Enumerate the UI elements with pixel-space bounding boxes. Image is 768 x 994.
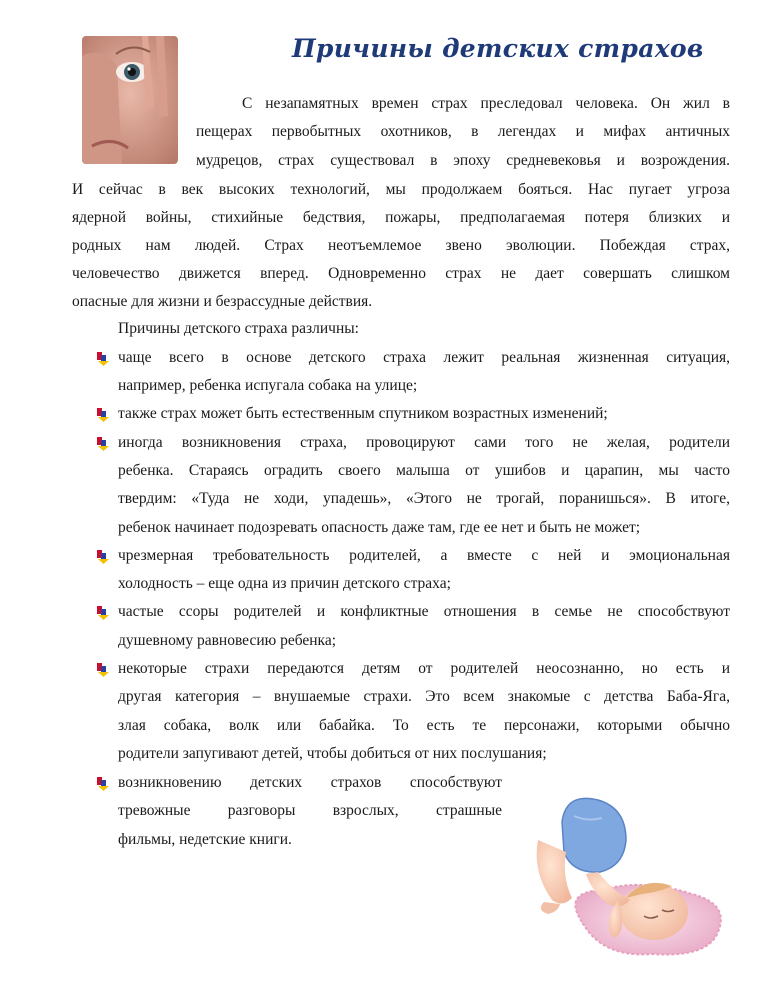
bullet-arrow-icon xyxy=(96,776,111,791)
bullet-text: чрезмерная требовательность родителей, а вместе с ней и эмоциональная xyxy=(118,547,730,564)
bullet-text: иногда возникновения страха, провоцируют сами того не желая, родители xyxy=(118,434,730,451)
bullet-arrow-icon xyxy=(96,436,111,451)
bullet-arrow-icon xyxy=(96,351,111,366)
intro-line: человечество движется вперед. Одновременно страх не дает совершать слишком xyxy=(72,265,730,282)
bullet-text: фильмы, недетские книги. xyxy=(118,831,292,848)
bullet-arrow-icon xyxy=(96,605,111,620)
intro-line: И сейчас в век высоких технологий, мы продолжаем бояться. Нас пугает угроза xyxy=(72,181,730,198)
bullet-text: душевному равновесию ребенка; xyxy=(118,632,337,649)
bullet-text: тревожные разговоры взрослых, страшные xyxy=(118,802,502,819)
sleeping-baby-illustration xyxy=(522,782,734,962)
intro-line: С незапамятных времен страх преследовал человека. Он жил в xyxy=(242,95,730,112)
bullet-text: например, ребенка испугала собака на улице; xyxy=(118,377,418,394)
bullet-text: злая собака, волк или бабайка. То есть те персонажи, которыми обычно xyxy=(118,717,730,734)
bullet-text: ребенок начинает подозревать опасность даже там, где ее нет и быть не может; xyxy=(118,519,641,536)
bullet-text: возникновению детских страхов способствуют xyxy=(118,774,502,791)
bullet-text: также страх может быть естественным спутником возрастных изменений; xyxy=(118,405,608,422)
bullet-arrow-icon xyxy=(96,407,111,422)
bullet-text: ребенка. Стараясь оградить своего малыша от ушибов и царапин, мы часто xyxy=(118,462,730,479)
page-title: Причины детских страхов xyxy=(292,34,704,63)
bullet-text: частые ссоры родителей и конфликтные отношения в семье не способствуют xyxy=(118,603,730,620)
intro-line: опасные для жизни и безрассудные действия. xyxy=(72,293,373,310)
intro-line: ядерной войны, стихийные бедствия, пожары, предполагаемая потеря близких и xyxy=(72,209,730,226)
bullet-text: другая категория – внушаемые страхи. Это всем знакомые с детства Баба-Яга, xyxy=(118,688,730,705)
bullet-text: твердим: «Туда не ходи, упадешь», «Этого не трогай, поранишься». В итоге, xyxy=(118,490,730,507)
list-intro: Причины детского страха различны: xyxy=(118,320,359,337)
bullet-text: родители запугивают детей, чтобы добиться от них послушания; xyxy=(118,745,547,762)
bullet-arrow-icon xyxy=(96,549,111,564)
bullet-text: холодность – еще одна из причин детского страха; xyxy=(118,575,451,592)
bullet-text: чаще всего в основе детского страха лежит реальная жизненная ситуация, xyxy=(118,349,730,366)
intro-line: родных нам людей. Страх неотъемлемое звено эволюции. Побеждая страх, xyxy=(72,237,730,254)
child-face-photo xyxy=(82,36,178,164)
bullet-arrow-icon xyxy=(96,662,111,677)
bullet-text: некоторые страхи передаются детям от родителей неосознанно, но есть и xyxy=(118,660,730,677)
intro-line: пещерах первобытных охотников, в легендах и мифах античных xyxy=(196,123,730,140)
intro-line: мудрецов, страх существовал в эпоху средневековья и возрождения. xyxy=(196,152,730,169)
